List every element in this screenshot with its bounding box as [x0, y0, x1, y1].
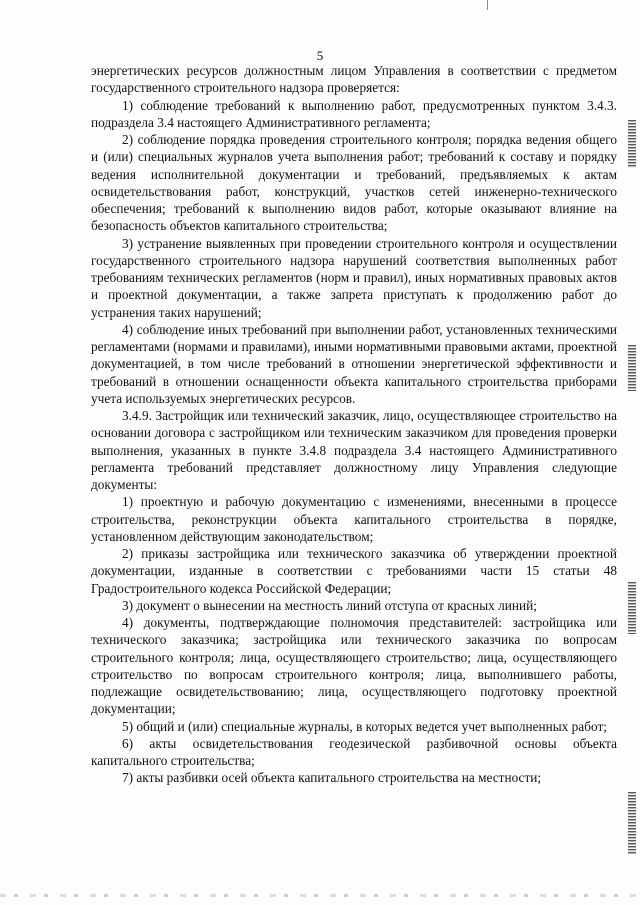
scan-edge-artifact	[628, 345, 636, 391]
list-item-4: 4) соблюдение иных требований при выполнении работ, установленных техническими регламентами (нормами и правилами), иными нормативными правовыми актами, проектной документацией, в том числе требований в отношении энергетической эффективности и требований в отношении оснащенности объекта капитального строительства приборами учета используемых энергетических ресурсов.	[91, 321, 617, 406]
list-item-2: 2) соблюдение порядка проведения строительного контроля; порядка ведения общего и (или) специальных журналов учета выполнения работ; требований к составу и порядку ведения исполнительной документации и требований, предъявляемых к актам освидетельствования работ, конструкций, участков сетей инженерно-технического обеспечения; требований к выполнению видов работ, которые оказывают влияние на безопасность объектов капитального строительства;	[91, 132, 617, 234]
document-item-5: 5) общий и (или) специальные журналы, в которых ведется учет выполненных работ;	[122, 718, 607, 734]
document-item-1: 1) проектную и рабочую документацию с изменениями, внесенными в процессе строительства, реконструкции объекта капитального строительства в порядке, установленном действующим законодательством;	[91, 494, 617, 544]
page-number: 5	[316, 48, 324, 63]
paragraph-continuation: энергетических ресурсов должностным лицом Управления в соответствии с предметом государственного строительного надзора проверяется:	[91, 63, 617, 96]
document-item-2: 2) приказы застройщика или технического заказчика об утверждении проектной документации, изданные в соответствии с требованиями части 15 статьи 48 Градостроительного кодекса Российской Федерации;	[91, 546, 617, 596]
scan-bottom-noise	[0, 894, 640, 897]
scan-edge-artifact	[628, 582, 636, 634]
section-3-4-9: 3.4.9. Застройщик или технический заказчик, лицо, осуществляющее строительство на основании договора с застройщиком или техническим заказчиком для проведения проверки выполнения, указанных в пункте 3.4.8 подраздела 3.4 настоящего Административного регламента требований представляет должностному лицу Управления следующие документы:	[91, 408, 617, 492]
document-item-6: 6) акты освидетельствования геодезической разбивочной основы объекта капитального строительства;	[91, 735, 617, 768]
scan-edge-artifact	[628, 792, 636, 854]
document-item-7: 7) акты разбивки осей объекта капитального строительства на местности;	[122, 770, 542, 786]
list-item-3: 3) устранение выявленных при проведении строительного контроля и осуществлении государственного строительного надзора нарушений соответствия выполненных работ требованиям технических регламентов (норм и правил), иных нормативных правовых актов и проектной документации, а также запрета приступать к продолжению работ до устранения таких нарушений;	[91, 235, 617, 320]
scan-edge-artifact	[628, 120, 636, 168]
list-item-1: 1) соблюдение требований к выполнению работ, предусмотренных пунктом 3.4.3. подраздела 3.4 настоящего Административного регламента;	[91, 97, 617, 130]
document-item-4: 4) документы, подтверждающие полномочия представителей: застройщика или технического заказчика; застройщика или технического заказчика по вопросам строительного контроля; лица, осуществляющего строительство; лица, осуществляющего строительство по вопросам строительного контроля; лица, выполнившего работы, подлежащие освидетельствованию; лица, осуществляющего подготовку проектной документации;	[91, 615, 617, 717]
scan-edge-tick	[487, 0, 488, 10]
document-body	[91, 62, 617, 787]
document-item-3: 3) документ о вынесении на местность линий отступа от красных линий;	[122, 597, 537, 613]
